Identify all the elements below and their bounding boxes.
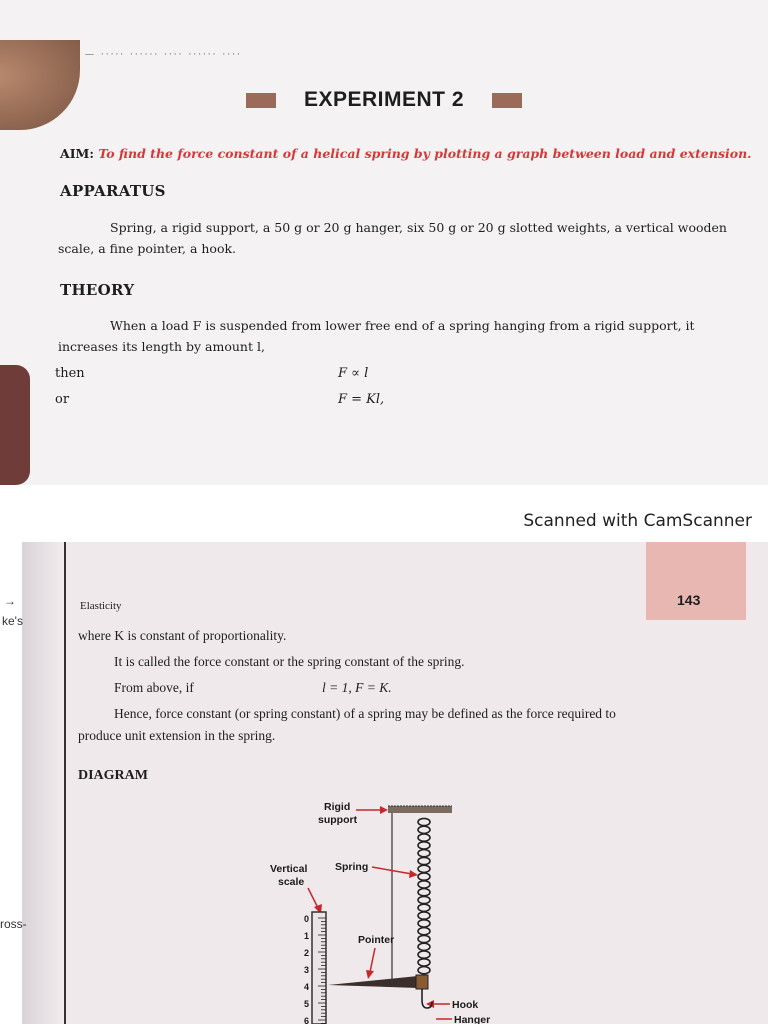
vertical-scale-arrow [308,888,318,908]
spring-coils [418,818,430,973]
spring-coil [418,857,430,864]
spring-coil [418,912,430,919]
spring-coil [418,920,430,927]
spring-coil [418,904,430,911]
spring-coil [418,834,430,841]
rigid-support-label-2: support [318,814,358,826]
then-label: then [55,366,85,381]
cut-off-top-line: — ····· ······ ···· ······ ···· [85,50,242,60]
proportional-equation: F ∝ l [338,366,369,381]
rigid-support-bar [388,806,452,813]
aim-label: AIM: [60,146,94,161]
theory-paragraph [58,315,758,357]
body-line-5: produce unit extension in the spring. [78,728,276,743]
spring-coil [418,896,430,903]
vertical-scale-label-1: Vertical [270,863,308,875]
body-line-2: It is called the force constant or the spring constant of the spring. [114,654,465,669]
spring-coil [418,959,430,966]
spring-coil [418,865,430,872]
body-line-3-left: From above, if [114,680,194,695]
rigid-support-arrowhead [380,806,388,814]
body-line-3-equation: l = 1, F = K. [322,680,392,695]
title-bar-left [246,93,276,108]
spring-coil [418,935,430,942]
title-bar-right [492,93,522,108]
scale-tick-label: 0 [304,914,310,924]
pointer-arrow [370,948,375,972]
spring-coil [418,850,430,857]
spring-coil [418,881,430,888]
page-number: 143 [677,592,701,608]
scale-tick-label: 1 [304,931,310,941]
aim-text: To find the force constant of a helical spring by plotting a graph between load and extension. [98,146,752,161]
side-arrow-mark: → [4,594,16,608]
apparatus-paragraph [58,217,758,259]
spring-diagram [22,542,768,1024]
force-equation: F = Kl, [338,392,385,407]
body-line-4: Hence, force constant (or spring constant) of a spring may be defined as the force required to [114,706,616,721]
theory-heading: THEORY [60,281,135,299]
vertical-scale [312,912,326,1024]
side-mark-1: ke's [2,614,23,628]
spring-coil [418,842,430,849]
spring-label: Spring [335,861,369,873]
scanner-watermark: Scanned with CamScanner [523,511,752,531]
pointer-clamp [416,975,428,989]
title-text: EXPERIMENT 2 [303,88,465,111]
scale-tick-label: 5 [304,999,310,1009]
vertical-scale-label-2: scale [278,876,305,888]
scale-tick-label: 2 [304,948,310,958]
spring-coil [418,943,430,950]
page-one [0,0,768,485]
spring-coil [418,826,430,833]
hanger-label: Hanger [454,1014,491,1024]
spring-coil [418,818,430,825]
rigid-support-label-1: Rigid [324,801,351,813]
body-line-1: where K is constant of proportionality. [78,628,287,643]
side-mark-2: ross- [0,917,27,931]
scale-tick-label: 6 [304,1016,310,1024]
apparatus-text: Spring, a rigid support, a 50 g or 20 g hanger, six 50 g or 20 g slotted weights, a vertical wooden scale, a fine pointer, a hook. [58,220,727,256]
apparatus-heading: APPARATUS [60,182,166,200]
spring-coil [418,951,430,958]
spring-coil [418,873,430,880]
spring-coil [418,928,430,935]
finger-shadow [0,365,30,485]
thumb-shadow [0,40,80,130]
aim-line [60,146,752,161]
running-head: Elasticity [80,600,122,612]
hook-label: Hook [452,999,479,1011]
pointer-label: Pointer [358,934,395,946]
scale-tick-label: 4 [304,982,310,992]
theory-text: When a load F is suspended from lower free end of a spring hanging from a rigid support, it increases its length by amount l, [58,318,695,354]
spring-coil [418,967,430,974]
spring-coil [418,889,430,896]
pointer [328,976,418,988]
scale-tick-label: 3 [304,965,310,975]
diagram-heading: DIAGRAM [78,768,148,783]
or-label: or [55,392,70,407]
experiment-title [0,88,768,112]
page-two [0,542,768,1024]
